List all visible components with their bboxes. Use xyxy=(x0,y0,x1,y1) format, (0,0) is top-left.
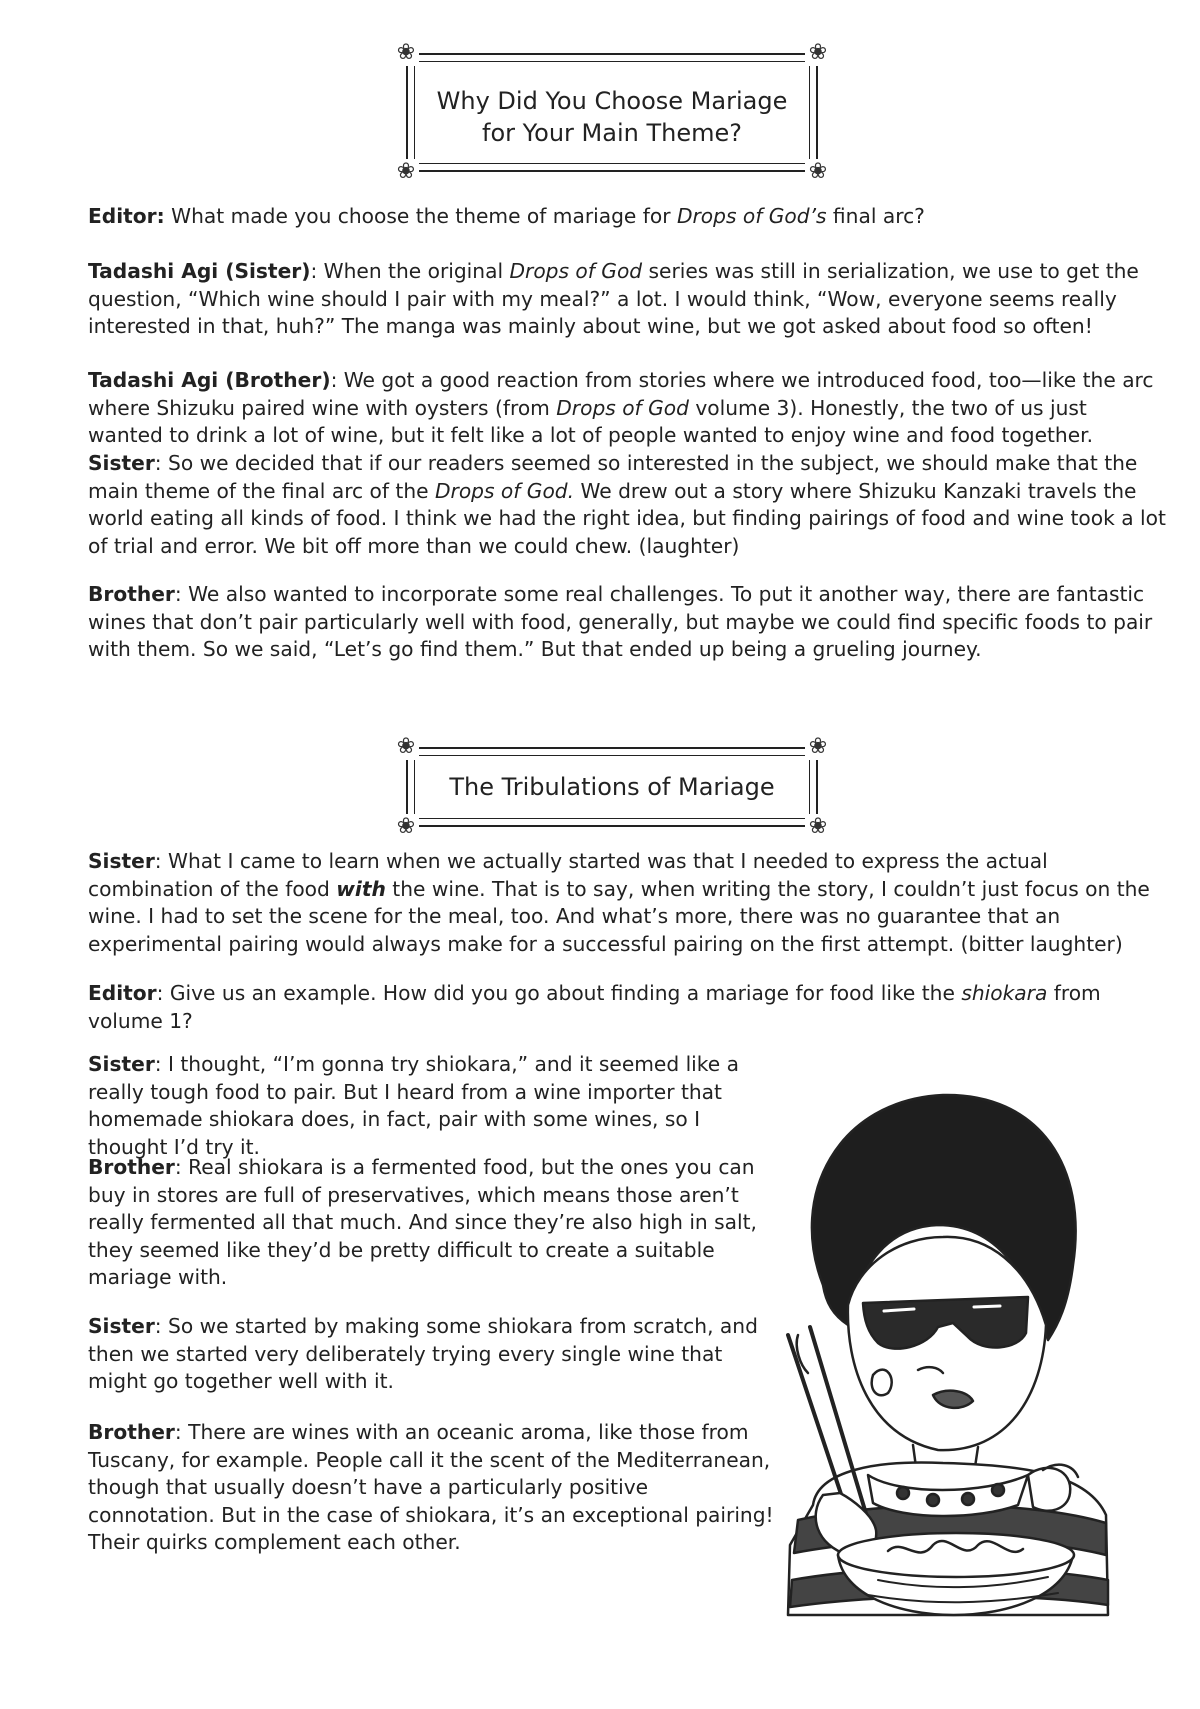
paragraph-text: : There are wines with an oceanic aroma, like those from Tuscany, for example. People call it the scent of the Mediterranean, though that usually doesn’t have a particularly positive connotation. But in the case of shiokara, it’s an exceptional pairing! Their quirks complement each other. xyxy=(88,1420,774,1554)
section-title-frame-1 xyxy=(396,40,828,184)
title-italic: Drops of God’s xyxy=(676,204,827,228)
paragraph-sister-answer xyxy=(88,258,1168,341)
section-title-line-1: Why Did You Choose Mariage xyxy=(436,87,788,115)
paragraph-brother-challenges xyxy=(88,581,1168,664)
speaker-label: Brother xyxy=(88,1420,175,1444)
speaker-label: Brother xyxy=(88,582,175,606)
paragraph-text: We drew out a story where Shizuku Kanzaki travels the world eating all kinds of food. I think we had the right idea, but finding pairings of food and wine took a lot of trial and error. We bit off more than we could chew. (laughter) xyxy=(88,478,1166,558)
paragraph-text: the wine. That is to say, when writing the story, I couldn’t just focus on the wine. I had to set the scene for the meal, too. And what’s more, there was no guarantee that an experimental pairing would always make for a successful pairing on the first attempt. (bitter laughter) xyxy=(88,876,1150,956)
section-title-frame-2 xyxy=(396,734,828,839)
paragraph-text: series was still in serialization, we use to get the question, “Which wine should I pair with my meal?” a lot. I would think, “Wow, everyone seems really interested in that, huh?” The manga was mainly about wine, but we got asked about food so often! xyxy=(88,259,1139,338)
paragraph-brother-fermented xyxy=(88,1154,778,1292)
paragraph-editor-question xyxy=(88,203,1168,231)
corner-ornament-icon: ❀ xyxy=(393,734,419,760)
paragraph-text: : What I came to learn when we actually started was that I needed to express the actual combination of the food xyxy=(88,849,1048,901)
speaker-label: Editor xyxy=(88,981,157,1005)
corner-ornament-icon: ❀ xyxy=(393,814,419,840)
paragraph-sister-scratch xyxy=(88,1313,778,1396)
speaker-label: Tadashi Agi (Brother) xyxy=(88,368,331,392)
paragraph-editor-example xyxy=(88,980,1168,1035)
corner-ornament-icon: ❀ xyxy=(805,734,831,760)
section-title-line-2: for Your Main Theme? xyxy=(482,119,742,147)
paragraph-text: final arc? xyxy=(826,204,925,228)
speaker-label: Sister xyxy=(88,1052,155,1076)
manga-illustration xyxy=(728,1075,1168,1635)
title-italic: Drops of God xyxy=(556,395,689,420)
title-italic: Drops of God. xyxy=(434,478,575,503)
paragraph-text: : So we decided that if our readers seemed so interested in the subject, we should make that the main theme of the final arc of the xyxy=(88,451,1138,503)
paragraph-sister-learned xyxy=(88,848,1168,958)
paragraph-text: : We also wanted to incorporate some real challenges. To put it another way, there are fantastic wines that don’t pair particularly well with food, generally, but maybe we could find specific foods to pair with them. So we said, “Let’s go find them.” But that ended up being a grueling journey. xyxy=(88,582,1153,661)
corner-ornament-icon: ❀ xyxy=(393,40,419,66)
corner-ornament-icon: ❀ xyxy=(393,159,419,185)
speaker-label: Sister xyxy=(88,849,155,873)
speaker-label: Editor: xyxy=(88,204,165,228)
food-italic: shiokara xyxy=(961,981,1048,1005)
corner-ornament-icon: ❀ xyxy=(805,814,831,840)
paragraph-text: : I thought, “I’m gonna try shiokara,” and it seemed like a really tough food to pair. But I heard from a wine importer that homemade shiokara does, in fact, pair with some wines, so I thought I’d try it. xyxy=(88,1052,739,1159)
speaker-label: Sister xyxy=(88,1314,155,1338)
corner-ornament-icon: ❀ xyxy=(805,159,831,185)
title-italic: Drops of God xyxy=(509,259,643,283)
paragraph-text: : Give us an example. How did you go about finding a mariage for food like the xyxy=(156,981,962,1005)
paragraph-text: from volume 1? xyxy=(88,981,1101,1033)
paragraph-text: : We got a good reaction from stories where we introduced food, too—like the arc where Shizuku paired wine with oysters (from xyxy=(88,368,1154,420)
emphasis-text: with xyxy=(336,876,386,901)
section-title: The Tribulations of Mariage xyxy=(449,773,775,801)
speaker-label: Sister xyxy=(88,451,155,475)
corner-ornament-icon: ❀ xyxy=(805,40,831,66)
paragraph-sister-decision xyxy=(88,450,1168,560)
paragraph-brother-answer xyxy=(88,367,1168,450)
paragraph-brother-tuscany xyxy=(88,1419,778,1557)
right-hand xyxy=(1028,1468,1070,1511)
paragraph-text: : Real shiokara is a fermented food, but the ones you can buy in stores are full of preservatives, which means those aren’t really fermented all that much. And since they’re also high in salt, they seemed like they’d be pretty difficult to create a suitable mariage with. xyxy=(88,1155,757,1289)
paragraph-text: : When the original xyxy=(310,259,510,283)
paragraph-sister-shiokara xyxy=(88,1051,778,1161)
paragraph-text: : So we started by making some shiokara from scratch, and then we started very deliberately trying every single wine that might go together well with it. xyxy=(88,1314,758,1393)
paragraph-text: What made you choose the theme of mariage for xyxy=(164,204,677,228)
speaker-label: Tadashi Agi (Sister) xyxy=(88,259,311,283)
speaker-label: Brother xyxy=(88,1155,175,1179)
paragraph-text: volume 3). Honestly, the two of us just wanted to drink a lot of wine, but it felt like a lot of people wanted to enjoy wine and food together. xyxy=(88,395,1093,447)
